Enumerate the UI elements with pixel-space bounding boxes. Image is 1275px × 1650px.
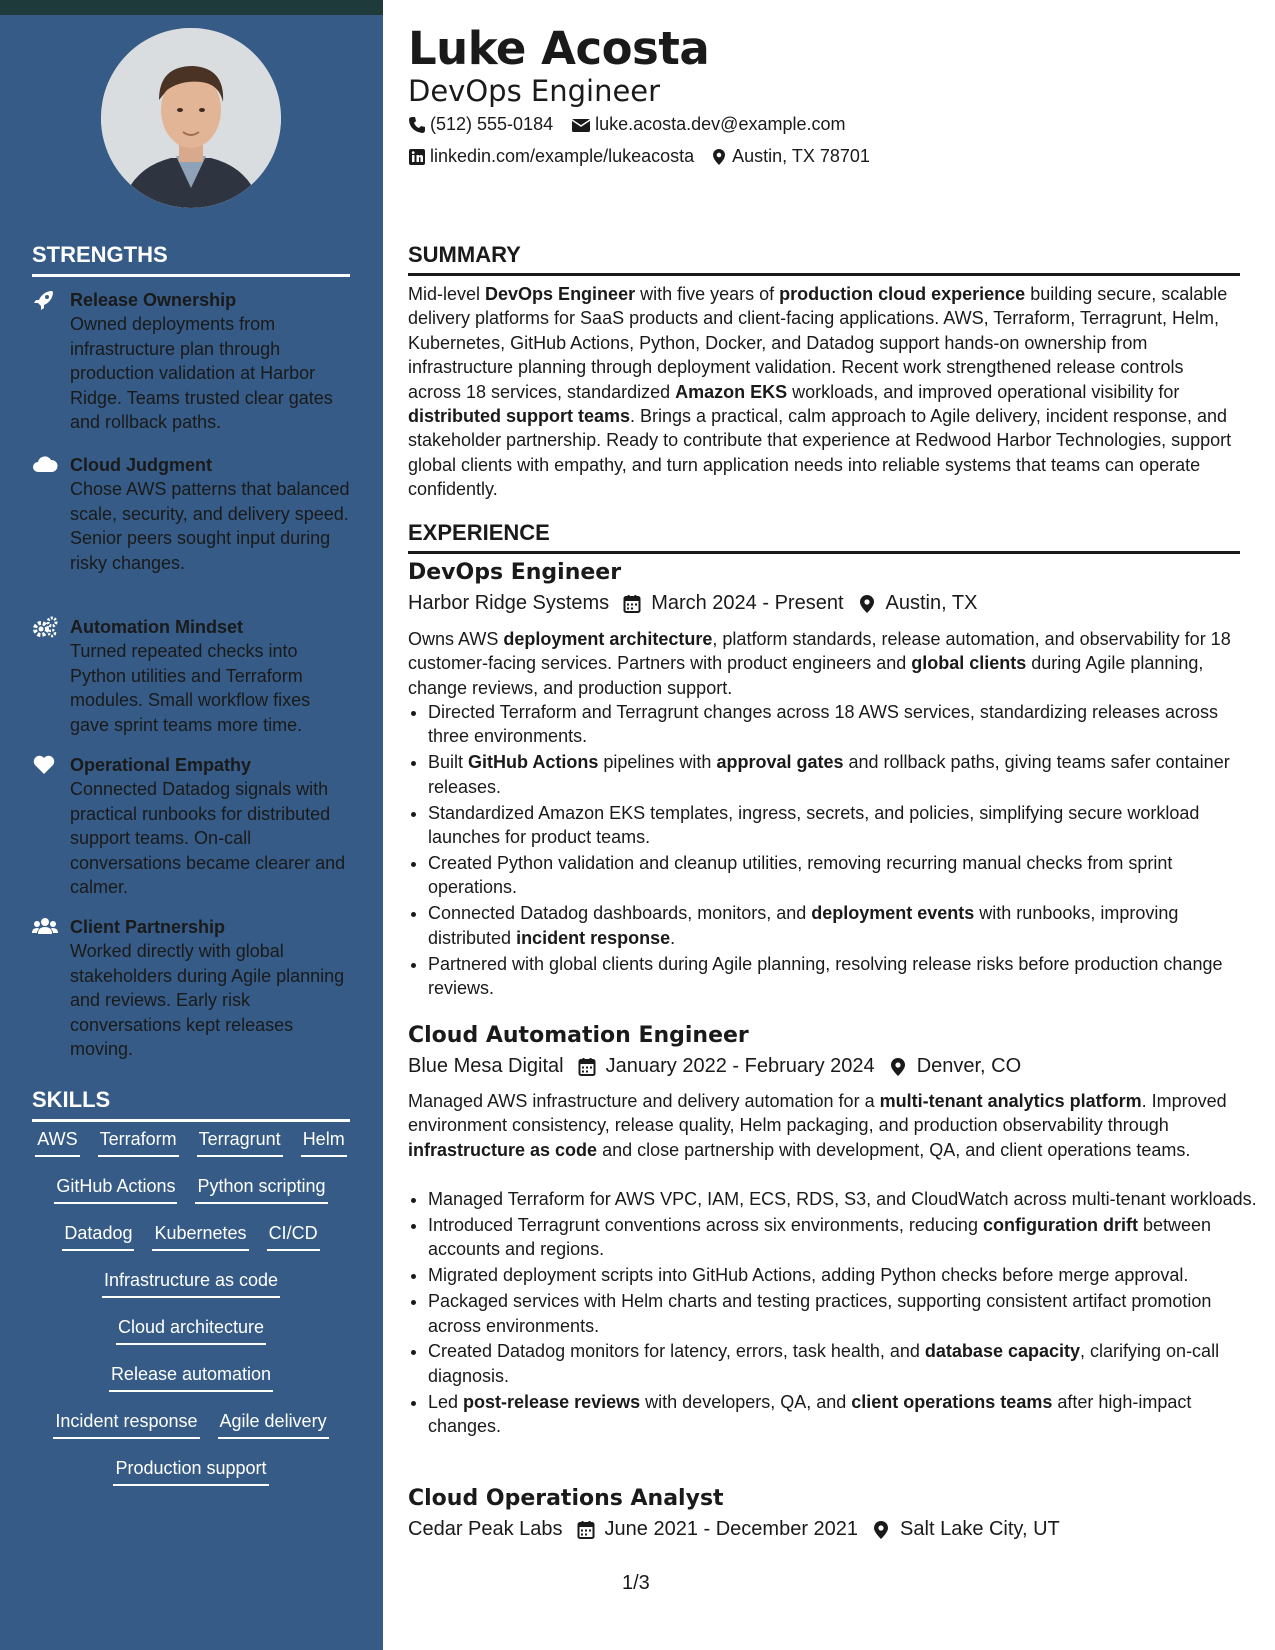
job-intro: [408, 627, 1240, 700]
text-run: Connected Datadog dashboards, monitors, and: [428, 903, 812, 924]
strength-item: [32, 753, 352, 900]
strength-description: Connected Datadog signals with practical runbooks for distributed support teams. On-call conversations became clearer and calmer.: [70, 779, 346, 897]
text-run: with five years of: [635, 284, 780, 304]
users-icon: [32, 916, 58, 938]
text-run: with developers, QA, and: [640, 1391, 852, 1412]
skill-tag: Datadog: [62, 1222, 134, 1251]
envelope-icon: [571, 116, 591, 134]
job-location: Denver, CO: [916, 1055, 1022, 1077]
job-intro: [408, 1089, 1240, 1162]
bullet-item: [428, 750, 1260, 799]
strength-description: Worked directly with global stakeholders during Agile planning and reviews. Early risk conversations kept releases moving.: [70, 941, 345, 1059]
map-pin-icon: [710, 148, 728, 166]
skill-row: [26, 1363, 356, 1392]
bullet-item: [428, 1263, 1260, 1287]
text-run: and rollback paths, giving teams safer container releases.: [428, 752, 1230, 797]
bullet-item: [428, 1213, 1260, 1262]
skill-tag: Agile delivery: [218, 1410, 329, 1439]
skill-tag: Infrastructure as code: [102, 1269, 280, 1298]
bold-phrase: global clients: [911, 653, 1027, 674]
calendar-icon: [578, 1057, 596, 1077]
bullet-item: [428, 901, 1260, 950]
bold-phrase: incident response: [516, 927, 671, 948]
skill-tag: Incident response: [53, 1410, 199, 1439]
text-run: Directed Terraform and Terragrunt changes across 18 AWS services, standardizing releases across three environments.: [428, 702, 1219, 747]
summary-text: [408, 282, 1240, 502]
skill-tag: Helm: [301, 1128, 347, 1157]
linkedin-text[interactable]: linkedin.com/example/lukeacosta: [430, 146, 695, 166]
sidebar-top-bar: [0, 0, 383, 15]
phone-text[interactable]: (512) 555-0184: [430, 114, 554, 134]
strength-item: [32, 915, 352, 1062]
job-title: DevOps Engineer: [408, 560, 622, 585]
email-text[interactable]: luke.acosta.dev@example.com: [595, 114, 846, 134]
job-dates: June 2021 - December 2021: [604, 1518, 859, 1540]
text-run: Owns AWS: [408, 629, 504, 649]
heart-icon: [32, 754, 58, 776]
text-run: Managed Terraform for AWS VPC, IAM, ECS, RDS, S3, and CloudWatch across multi-tenant workloads.: [428, 1189, 1257, 1209]
bullet-item: [428, 851, 1260, 900]
skill-tag: GitHub Actions: [54, 1175, 177, 1204]
bullet-item: [428, 1187, 1260, 1211]
skill-tag: CI/CD: [267, 1222, 320, 1251]
map-pin-icon: [872, 1520, 890, 1540]
text-run: . Brings a practical, calm approach to Agile delivery, incident response, and stakeholder partnership. Ready to contribute that experience at Redwood Harbor Technologies, support global clients with empathy, and turn application needs into reliable systems that teams can operate confidently.: [408, 406, 1232, 500]
job-title: Cloud Operations Analyst: [408, 1486, 724, 1511]
bold-phrase: configuration drift: [982, 1214, 1138, 1235]
skill-row: [26, 1410, 356, 1439]
bullet-item: [428, 952, 1260, 1001]
bold-phrase: Amazon EKS: [675, 381, 788, 402]
bullet-item: [428, 1390, 1260, 1439]
skill-row: [26, 1269, 356, 1298]
bold-phrase: database capacity: [924, 1341, 1081, 1362]
strength-description: Turned repeated checks into Python utilities and Terraform modules. Small workflow fixes gave sprint teams more time.: [70, 641, 311, 735]
page-number: 1/3: [622, 1572, 650, 1594]
text-run: between accounts and regions.: [428, 1214, 1212, 1260]
text-run: and close partnership with development, QA, and client operations teams.: [597, 1139, 1191, 1160]
text-run: Created Datadog monitors for latency, errors, task health, and: [428, 1341, 925, 1362]
bold-phrase: production cloud experience: [779, 284, 1026, 304]
job-bullets: [408, 1187, 1260, 1440]
contact-row: [408, 114, 846, 135]
skill-tag: Cloud architecture: [116, 1316, 266, 1345]
skills-list: [26, 1128, 356, 1504]
bold-phrase: GitHub Actions: [468, 752, 599, 773]
strength-item: [32, 615, 352, 737]
skill-tag: Terragrunt: [197, 1128, 283, 1157]
gears-icon: [32, 616, 58, 638]
job-meta: [408, 1055, 1021, 1078]
bold-phrase: approval gates: [716, 752, 844, 773]
text-run: after high-impact changes.: [428, 1391, 1192, 1437]
text-run: Partnered with global clients during Agile planning, resolving release risks before production change reviews.: [428, 953, 1223, 998]
text-run: Introduced Terragrunt conventions across six environments, reducing: [428, 1214, 983, 1235]
strength-title: Client Partnership: [70, 917, 226, 937]
rocket-icon: [32, 289, 58, 311]
bullet-item: [428, 801, 1260, 850]
location-text: Austin, TX 78701: [732, 146, 870, 166]
text-run: Built: [428, 752, 469, 773]
company-name: Harbor Ridge Systems: [408, 592, 610, 614]
job-dates: January 2022 - February 2024: [605, 1055, 875, 1077]
skill-row: [26, 1222, 356, 1251]
profile-photo: [101, 28, 281, 208]
contact-row: [408, 146, 870, 167]
bold-phrase: DevOps Engineer: [485, 284, 636, 304]
candidate-name: Luke Acosta: [408, 22, 710, 75]
job-title: Cloud Automation Engineer: [408, 1023, 749, 1048]
text-run: , platform standards, release automation, and observability for 18 customer-facing services. Partners with product engineers and: [408, 629, 1231, 674]
phone-icon: [408, 116, 426, 134]
text-run: Led: [428, 1391, 464, 1412]
job-dates: March 2024 - Present: [651, 592, 844, 614]
company-name: Blue Mesa Digital: [408, 1055, 564, 1077]
strength-title: Cloud Judgment: [70, 455, 212, 475]
job-bullets: [408, 700, 1260, 1002]
skill-row: [26, 1316, 356, 1345]
bold-phrase: post-release reviews: [463, 1391, 641, 1412]
text-run: Migrated deployment scripts into GitHub Actions, adding Python checks before merge approval.: [428, 1265, 1189, 1286]
bold-phrase: client operations teams: [851, 1391, 1053, 1412]
strength-description: Chose AWS patterns that balanced scale, security, and delivery speed. Senior peers sought input during risky changes.: [70, 479, 350, 573]
skill-tag: Production support: [113, 1457, 268, 1486]
text-run: with runbooks, improving distributed: [428, 903, 1179, 948]
linkedin-icon: [408, 148, 426, 166]
strength-title: Automation Mindset: [70, 617, 243, 637]
bold-phrase: deployment architecture: [503, 629, 713, 649]
bold-phrase: multi-tenant analytics platform: [879, 1091, 1142, 1111]
strengths-heading: STRENGTHS: [32, 242, 350, 277]
skill-tag: Kubernetes: [152, 1222, 248, 1251]
text-run: pipelines with: [598, 752, 717, 773]
bullet-item: [428, 1289, 1260, 1338]
text-run: , clarifying on-call diagnosis.: [428, 1341, 1220, 1386]
skill-tag: AWS: [35, 1128, 79, 1157]
summary-heading: SUMMARY: [408, 242, 1240, 276]
skills-heading: SKILLS: [32, 1087, 350, 1122]
bold-phrase: distributed support teams: [408, 406, 631, 427]
strength-description: Owned deployments from infrastructure plan through production validation at Harbor Ridge. Teams trusted clear gates and rollback paths.: [70, 314, 333, 432]
cloud-icon: [32, 454, 58, 476]
bold-phrase: deployment events: [811, 903, 975, 924]
text-run: Standardized Amazon EKS templates, ingress, secrets, and policies, simplifying secure workload launches for product teams.: [428, 802, 1200, 848]
calendar-icon: [577, 1520, 595, 1540]
strength-title: Release Ownership: [70, 290, 237, 310]
experience-heading: EXPERIENCE: [408, 520, 1240, 554]
text-run: workloads, and improved operational visibility for: [787, 381, 1180, 402]
job-meta: [408, 592, 977, 615]
bullet-item: [428, 700, 1260, 749]
text-run: .: [670, 927, 676, 948]
text-run: Mid-level: [408, 284, 486, 304]
text-run: Packaged services with Helm charts and testing practices, supporting consistent artifact promotion across environments.: [428, 1291, 1212, 1336]
job-location: Austin, TX: [885, 592, 978, 614]
text-run: building secure, scalable delivery platforms for SaaS products and client-facing applications. AWS, Terraform, Terragrunt, Helm, Kubernetes, GitHub Actions, Python, Docker, and Datadog support hands-on ownership from infrastructure planning through deployment validation. Recent work strengthened release controls across 18 services, standardized: [408, 284, 1228, 402]
skill-row: [26, 1457, 356, 1486]
skill-row: [26, 1175, 356, 1204]
company-name: Cedar Peak Labs: [408, 1518, 563, 1540]
text-run: Created Python validation and cleanup utilities, removing recurring manual checks from sprint operations.: [428, 852, 1173, 898]
text-run: . Improved environment consistency, release quality, Helm packaging, and production observability through: [408, 1091, 1227, 1136]
text-run: Managed AWS infrastructure and delivery automation for a: [408, 1091, 880, 1111]
map-pin-icon: [858, 594, 876, 614]
skill-tag: Release automation: [109, 1363, 273, 1392]
bullet-item: [428, 1339, 1260, 1388]
map-pin-icon: [889, 1057, 907, 1077]
text-run: during Agile planning, change reviews, and production support.: [408, 653, 1204, 698]
skill-tag: Terraform: [98, 1128, 179, 1157]
skill-row: [26, 1128, 356, 1157]
strength-item: [32, 453, 352, 575]
strength-item: [32, 288, 352, 435]
candidate-role: DevOps Engineer: [408, 74, 661, 108]
job-location: Salt Lake City, UT: [900, 1518, 1060, 1540]
job-meta: [408, 1518, 1060, 1541]
calendar-icon: [623, 594, 641, 614]
strength-title: Operational Empathy: [70, 755, 252, 775]
bold-phrase: infrastructure as code: [408, 1139, 598, 1160]
skill-tag: Python scripting: [195, 1175, 327, 1204]
